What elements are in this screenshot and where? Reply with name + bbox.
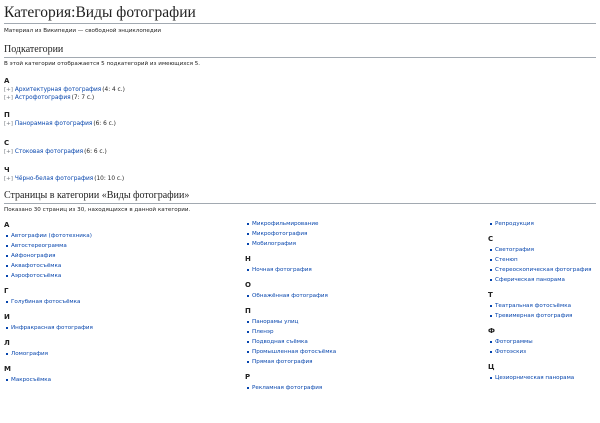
site-subtitle: Материал из Википедии — свободной энциклопедии [4,28,161,34]
pages-letter: П [245,306,251,315]
bullet-icon [490,249,492,251]
pages-letter: И [4,312,10,321]
page-link[interactable]: Микрофильмирование [252,220,319,227]
page-list-item [4,251,234,261]
subcategory-link[interactable]: Панорамная фотография [14,121,93,127]
page-link[interactable]: Прямая фотография [252,358,313,365]
page-list-item [4,349,234,359]
bullet-icon [490,377,492,379]
bullet-icon [490,351,492,353]
subcategory-letter: А [4,77,10,85]
expand-toggle[interactable]: [+] [4,176,13,182]
page-list-item [488,219,600,229]
expand-toggle[interactable]: [+] [4,94,13,101]
bullet-icon [6,235,8,237]
page-link[interactable]: Репродукция [495,220,534,227]
page-link[interactable]: Панорамы улиц [252,318,299,325]
page-link[interactable]: Автографии (фототехника) [11,232,92,239]
page-list-item [4,261,234,271]
page-list-item [245,347,475,357]
page-list-item [488,337,600,347]
pages-letter: С [488,234,494,243]
bullet-icon [6,353,8,355]
pages-heading: Страницы в категории «Виды фотографии» [4,190,596,204]
page-list-item [488,245,600,255]
subcategory-link[interactable]: Астрофотография [14,94,71,101]
page-list-item [488,311,600,321]
page-link[interactable]: Светография [495,246,535,253]
page-link[interactable]: Ночная фотография [252,266,312,273]
page-link[interactable]: Фотограммы [495,338,533,345]
page-list-item [488,373,600,383]
subcategories-heading: Подкатегории [4,44,596,58]
bullet-icon [247,295,249,297]
page-link[interactable]: Макросъёмка [11,376,52,383]
page-link[interactable]: Автостереограмма [11,242,67,249]
bullet-icon [6,275,8,277]
page-list-item [4,231,234,241]
page-link[interactable]: Микрофотография [252,230,308,237]
pages-letter: Ц [488,362,495,371]
page-link[interactable]: Рекламная фотография [252,384,323,391]
bullet-icon [490,315,492,317]
subcategory-letter: П [4,111,10,119]
page-list-item [488,347,600,357]
subcategory-letter: С [4,138,10,147]
page-list-item [245,291,475,301]
expand-toggle[interactable]: [+] [4,87,13,93]
page-link[interactable]: Аэрофотосъёмка [11,272,62,279]
pages-letter: Н [245,254,251,263]
subcategory-link[interactable]: Стоковая фотография [14,148,84,155]
page-link[interactable]: Обнажённая фотография [252,292,328,299]
page-link[interactable]: Аквафотосъёмка [11,262,62,269]
page-link[interactable]: Сферическая панорама [495,276,565,283]
bullet-icon [247,223,249,225]
page-list-item [4,241,234,251]
page-link[interactable]: Голубиная фотосъёмка [11,298,81,305]
page-link[interactable]: Пленэр [252,328,274,335]
bullet-icon [247,361,249,363]
page-list-item [4,297,234,307]
bullet-icon [247,269,249,271]
pages-letter: М [4,364,11,373]
page-list-item [245,239,475,249]
page-link[interactable]: Театральная фотосъёмка [495,302,572,309]
bullet-icon [247,233,249,235]
subcategory-item [4,95,596,103]
page-link[interactable]: Мобилография [252,240,297,247]
subcategories-note: В этой категории отображается 5 подкатегорий из имеющихся 5. [4,61,201,67]
subcategory-link[interactable]: Архитектурная фотография [14,87,102,93]
expand-toggle[interactable]: [+] [4,121,13,127]
bullet-icon [247,387,249,389]
subcategory-item [4,121,596,129]
page-list-item [488,275,600,285]
bullet-icon [6,301,8,303]
page-list-item [245,219,475,229]
subcategory-count: (6: 6 с.) [93,121,116,127]
page-list-item [4,323,234,333]
page-list-item [245,383,475,393]
subcategory-item [4,149,596,157]
bullet-icon [247,351,249,353]
page-list-item [488,265,600,275]
bullet-icon [490,259,492,261]
page-link[interactable]: Ломография [11,350,48,357]
bullet-icon [490,269,492,271]
page-list-item [245,337,475,347]
page-list-item [4,271,234,281]
subcategory-item [4,87,596,95]
pages-column [4,219,234,385]
page-list-item [245,265,475,275]
subcategory-count: (7: 7 с.) [71,94,95,101]
bullet-icon [490,305,492,307]
pages-letter: Л [4,338,10,347]
page-link[interactable]: Тревимерная фотография [495,312,573,319]
pages-column [245,219,475,393]
bullet-icon [490,223,492,225]
pages-list [4,213,596,413]
page-list-item [245,357,475,367]
subcategory-link[interactable]: Чёрно-белая фотография [14,176,94,182]
page-list-item [245,327,475,337]
subcategories-list [4,77,596,184]
bullet-icon [490,279,492,281]
bullet-icon [6,255,8,257]
page-list-item [488,255,600,265]
bullet-icon [247,321,249,323]
page-list-item [245,317,475,327]
page-list-item [245,229,475,239]
subcategory-count: (6: 6 с.) [84,148,107,155]
page-list-item [4,375,234,385]
pages-letter: А [4,220,10,229]
expand-toggle[interactable]: [+] [4,148,13,155]
subcategory-count: (4: 4 с.) [102,87,125,93]
pages-letter: Г [4,286,9,295]
page-link[interactable]: Фотоэскиз [495,348,527,355]
bullet-icon [6,265,8,267]
pages-column [488,219,600,383]
bullet-icon [6,379,8,381]
bullet-icon [247,331,249,333]
pages-note: Показано 30 страниц из 30, находящихся в данной категории. [4,206,191,213]
subcategory-letter: Ч [4,166,10,174]
subcategory-item [4,176,596,184]
bullet-icon [490,341,492,343]
page-link[interactable]: Подводная съёмка [252,338,308,345]
page-link[interactable]: Айфонография [11,252,56,259]
subcategory-count: (10: 10 с.) [94,176,125,182]
bullet-icon [6,327,8,329]
pages-letter: Ф [488,326,495,335]
pages-letter: Т [488,290,493,299]
page-link[interactable]: Стереоскопическая фотография [495,266,592,273]
pages-letter: Р [245,372,251,381]
page-link[interactable]: Инфракрасная фотография [11,324,93,331]
pages-letter: О [245,280,251,289]
page-link[interactable]: Стенюп [495,256,518,263]
bullet-icon [247,341,249,343]
bullet-icon [247,243,249,245]
page-link[interactable]: Цезиорническая панорама [495,374,575,381]
page-title: Категория:Виды фотографии [4,3,596,24]
bullet-icon [6,245,8,247]
page-link[interactable]: Промышленная фотосъёмка [252,348,337,355]
page-list-item [488,301,600,311]
